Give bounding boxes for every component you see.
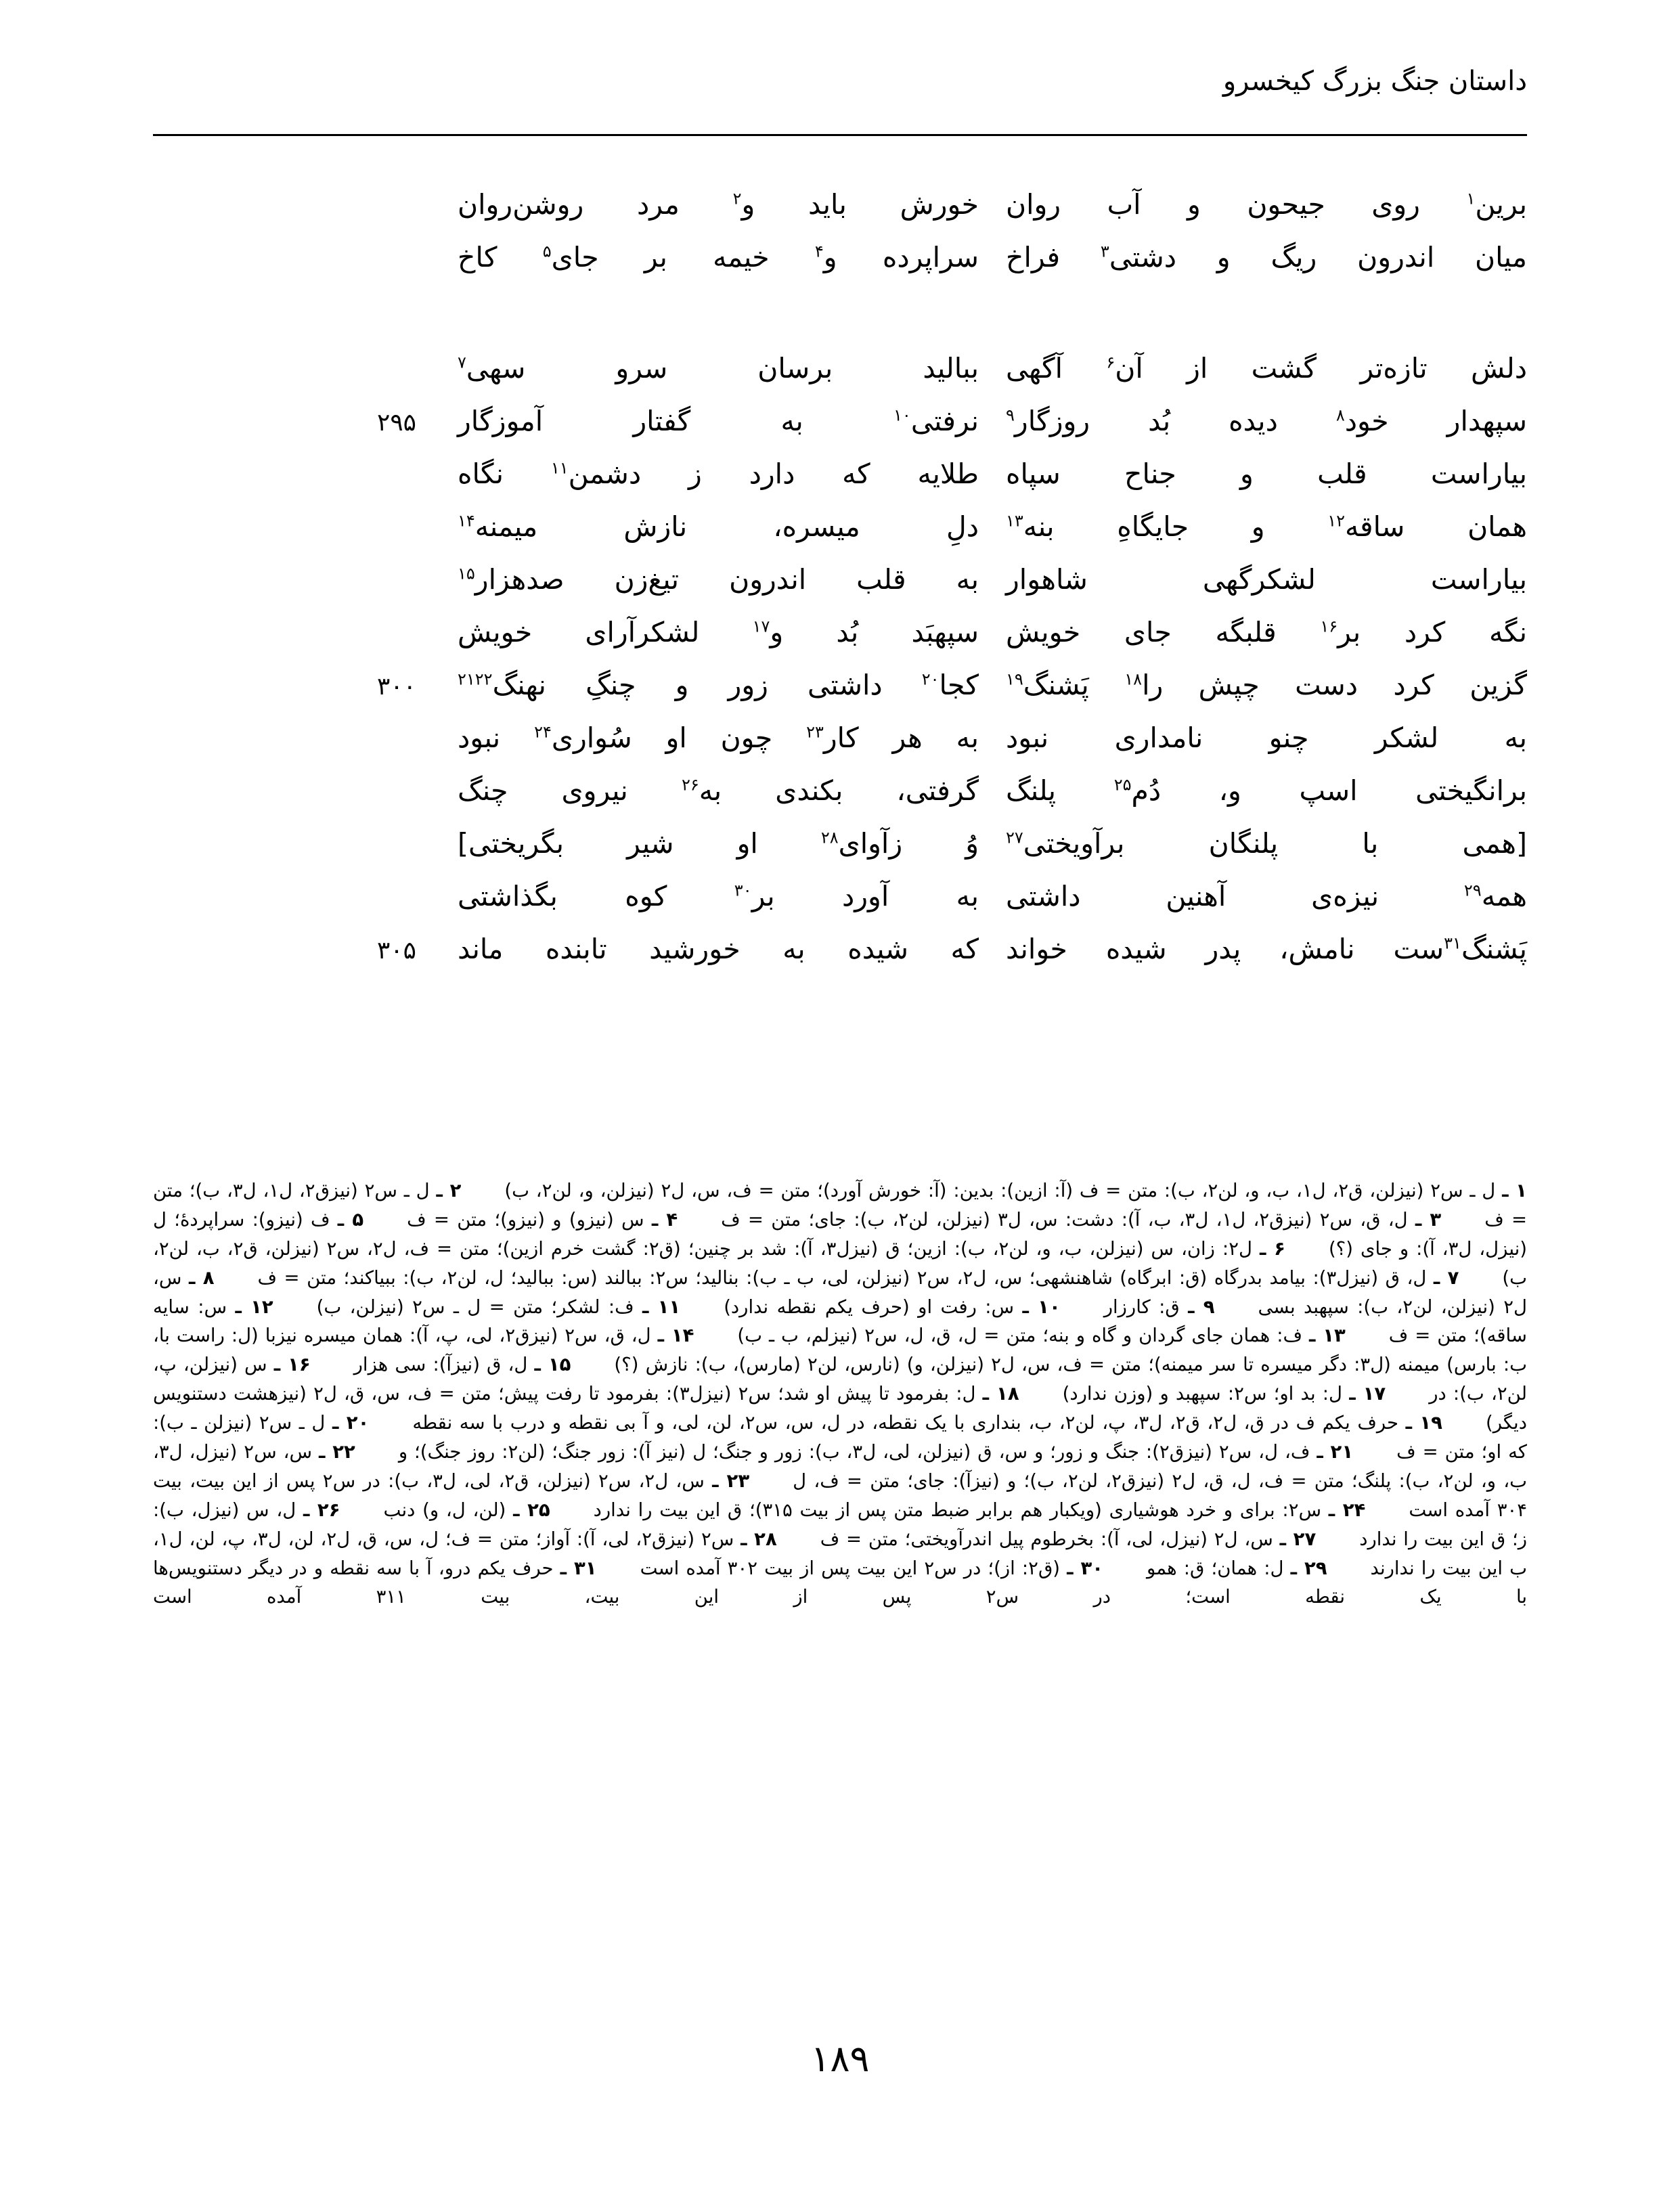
apparatus-entry-gap (1019, 1379, 1063, 1409)
hemistich-first: به لشکر چنو نامداری نبود (1006, 722, 1527, 754)
apparatus-entry-gap (571, 1350, 614, 1379)
hemistich-second: دلِ میسره، نازش میمنه$^{۱۴}$ (458, 510, 979, 543)
hemistich-first: سپهدار خود$^۸$ دیده بُد روزگار$^۹$ (1006, 405, 1527, 437)
apparatus-entry: ۲۵ ـ (لن، ل، و) دنب (383, 1499, 550, 1521)
hemistich-second: که شیده به خورشید تابنده ماند (458, 933, 979, 965)
apparatus-entry: ۱۷ ـ ل: بد او؛ س۲: سپهبد و (وزن ندارد) (1062, 1383, 1386, 1405)
hemistich-second: خورش باید و$^۲$ مرد روشن‌روان (458, 188, 979, 221)
hemistich-first: برین$^۱$ روی جیحون و آب روان (1006, 188, 1527, 221)
hemistich-first: بیاراست لشکرگهی شاهوار (1006, 563, 1527, 596)
apparatus-entry-gap (363, 1206, 407, 1235)
hemistich-first: بیاراست قلب و جناح سپاه (1006, 458, 1527, 490)
apparatus-entry-gap (461, 1176, 504, 1206)
apparatus-entry-gap (777, 1525, 820, 1554)
hemistich-first: دلش تازه‌تر گشت از آن$^۶$ آگهی (1006, 352, 1528, 384)
hemistich-first: گزین کرد دست چپش را$^{۱۸}$ پَشنگ$^{۱۹}$ (1006, 669, 1528, 701)
verse-number (356, 479, 437, 483)
apparatus-entry-gap (1442, 1409, 1486, 1438)
apparatus-entry-gap (749, 1467, 793, 1496)
verse-number: ۳۰۵ (376, 937, 416, 965)
apparatus-entry: ۳۰ ـ (ق۲: از)؛ در س۲ این بیت پس از بیت ۳۰۲ آمده است (640, 1557, 1104, 1579)
apparatus-entry: ۱۵ ـ ل، ق (نیزآ): سی هزار (353, 1354, 571, 1376)
verse-couplet (153, 240, 1527, 292)
apparatus-entry: ۱۹ ـ حرف یکم ف در ق، ل۲، ق۲، ل۳، پ، لن۲، ب، بنداری با یک نقطه، در ل، س، س۲، لن، لی، و آ بی نقطه و درب با سه نقطه (412, 1412, 1442, 1434)
apparatus-entry-gap (273, 1293, 317, 1322)
verse-couplet (153, 931, 1527, 984)
hemistich-second: به هر کار$^{۲۳}$ چون او سُواری$^{۲۴}$ نبود (458, 722, 979, 754)
verse-section (153, 187, 1527, 984)
apparatus-entry-gap (597, 1554, 640, 1583)
apparatus-entry-gap (1327, 1554, 1371, 1583)
page-header (153, 65, 1527, 122)
verse-number: ۳۰۰ (376, 673, 416, 701)
hemistich-first: پَشنگ$^{۳۱}$ست نامش، پدر شیده خواند (1006, 933, 1527, 965)
verse-number (356, 638, 437, 642)
apparatus-entry: ۱۲ ـ س: سایه ساقه)؛ متن = ف (153, 1296, 1527, 1347)
apparatus-entry-gap (1316, 1525, 1359, 1554)
apparatus-entry-gap (1386, 1379, 1429, 1409)
apparatus-entry-gap (311, 1350, 354, 1379)
hemistich-second: به آورد بر$^{۳۰}$ کوه بگذاشتی (458, 880, 979, 912)
verse-number (356, 532, 437, 536)
apparatus-entry: ۲۰ ـ ل ـ س۲ (نیزلن ـ ب): که او؛ متن = ف (153, 1412, 1527, 1463)
apparatus-entry-gap (369, 1409, 412, 1438)
apparatus-entry-gap (1061, 1293, 1104, 1322)
hemistich-second: ببالید برسان سرو سهی$^۷$ (458, 352, 979, 384)
hemistich-first: همه$^{۲۹}$ نیزه‌ی آهنین داشتی (1006, 880, 1527, 912)
apparatus-entry: ۸ ـ س، ل۲ (نیزلن، لن۲، ب): سپهبد بسی (153, 1266, 1527, 1318)
apparatus-entry-gap (1346, 1321, 1389, 1350)
verse-couplet (153, 187, 1527, 240)
verse-number (356, 374, 437, 378)
hemistich-first: همان ساقه$^{۱۲}$ و جایگاهِ بنه$^{۱۳}$ (1006, 510, 1527, 543)
apparatus-entry: ۱۰ ـ س: رفت او (حرف یکم نقطه ندارد) (724, 1296, 1061, 1318)
apparatus-entry: ۱۴ ـ ل، ق، س۲ (نیزق۲، لی، پ، آ): همان میسره نیزبا (ل: راست با، ب: بارس) میمنه (ل۳: دگر میسره تا سر میمنه)؛ متن = ف، س، ل۲ (نیزلن، و) (نارس، لن۲ (مارس)، ب): نازش (؟) (153, 1325, 1527, 1376)
apparatus-entry: ۲۳ ـ س، ل۲، س۲ (نیزلن، ق۲، لی، ل۳، ب): در س۲ پس از این بیت، بیت ۳۰۴ آمده است (153, 1469, 1528, 1521)
hemistich-first: برانگیختی اسپ و، دُم$^{۲۵}$ پلنگ (1006, 774, 1528, 807)
verse-number (356, 263, 437, 267)
verse-couplet (153, 826, 1527, 879)
verse-number (356, 210, 437, 214)
running-head-title: داستان جنگ بزرگ کیخسرو (1222, 66, 1527, 97)
verse-couplet (153, 720, 1527, 773)
verse-couplet (153, 667, 1527, 720)
hemistich-second: وُ زآوای$^{۲۸}$ او شیر بگریختی] (458, 827, 979, 860)
apparatus-entry: ۱۸ ـ ل: بفرمود تا پیش او شد؛ س۲ (نیزل۳): بفرمود تا رفت پیش؛ متن = ف، س، ق، ل۲ (نیزهشت دستنویس دیگر) (153, 1383, 1527, 1434)
hemistich-first: میان اندرون ریگ و دشتی$^۳$ فراخ (1006, 241, 1527, 273)
apparatus-entry: ۲۱ ـ ف، ل، س۲ (نیزق۲): جنگ و زور؛ و س، ق (نیزلن، لی، ل۳، ب): زور و جنگ؛ ل (نیز آ): زور جنگ؛ (لن۲: روز جنگ)؛ و (398, 1441, 1354, 1463)
header-divider-rule (153, 134, 1527, 136)
apparatus-entry-gap (694, 1321, 737, 1350)
apparatus-criticus (153, 1176, 1527, 1612)
hemistich-first: نگه کرد بر$^{۱۶}$ قلبگه جای خویش (1006, 616, 1527, 648)
hemistich-second: سراپرده و$^۴$ خیمه بر جای$^۵$ کاخ (458, 241, 979, 273)
hemistich-second: سپهبَد بُد و$^{۱۷}$ لشکرآرای خویش (458, 616, 979, 648)
apparatus-entry: ۲۸ ـ س۲ (نیزق۲، لی، آ): آواز؛ متن = ف؛ ل، س، ق، ل۲، لن، ل۳، پ، لن، ل۱، ب این بیت را ندارند (153, 1528, 1528, 1579)
verse-couplet (153, 456, 1527, 509)
verse-couplet (153, 562, 1527, 615)
hemistich-second: طلایه که دارد ز دشمن$^{۱۱}$ نگاه (458, 458, 979, 490)
apparatus-entry-gap (680, 1293, 724, 1322)
verse-couplet (153, 879, 1527, 931)
apparatus-entry: ۶ ـ ل۲: زان، س (نیزلن، ب، و، لن۲، ب): ازین؛ ق (نیزل۳، آ): شد بر چنین؛ (ق۲: گشت خرم ازین)؛ متن = ف، ل۲، س۲ (نیزلن، ق۲، ب، لن۲، ب) (153, 1237, 1527, 1289)
apparatus-entry-gap (1459, 1264, 1502, 1293)
verse-number (356, 585, 437, 589)
verse-couplet (153, 615, 1527, 667)
apparatus-entry: ۱۳ ـ ف: همان جای گردان و گاه و بنه؛ متن = ل، ق، ل، س۲ (نیزلم، ب ـ ب) (737, 1325, 1346, 1347)
apparatus-entry-gap (1103, 1554, 1147, 1583)
apparatus-entry-gap (215, 1264, 258, 1293)
apparatus-entry: ۲۴ ـ س۲: برای و خرد هوشیاری (ویکبار هم برابر ضبط متن پس از بیت ۳۱۵)؛ ق این بیت را ندارد (593, 1499, 1366, 1521)
verse-couplet (153, 773, 1527, 826)
apparatus-entry: ۷ ـ ل، ق (نیزل۳): بیامد بدرگاه (ق: ابرگاه) شاهنشهی؛ س، ل۲، س۲ (نیزلن، لی، ب ـ ب): بنالید؛ س۲: ببالند (س: ببالید؛ ل، لن۲، ب): ببیاکند؛ متن = ف (257, 1266, 1459, 1289)
hemistich-second: کجا$^{۲۰}$ داشتی زور و چنگِ نهنگ$^{۲۱۲۲}$ (458, 669, 979, 701)
hemistich-first: [همی با پلنگان برآویختی$^{۲۷}$ (1006, 827, 1527, 860)
apparatus-entry: ۳۱ ـ حرف یکم درو، آ با سه نقطه و در دیگر دستنویس‌ها با یک نقطه است؛ در س۲ پس از این بیت، بیت ۳۱۱ آمده است (153, 1557, 1527, 1608)
apparatus-entry: ۹ ـ ق: کارزار (1103, 1296, 1215, 1318)
verse-couplet (153, 509, 1527, 562)
verse-number: ۲۹۵ (376, 409, 416, 437)
verse-number (356, 743, 437, 747)
apparatus-entry: ۱۱ ـ ف: لشکر؛ متن = ل ـ س۲ (نیزلن، ب) (316, 1296, 681, 1318)
apparatus-entry-gap (550, 1496, 594, 1525)
apparatus-entry: ۲۹ ـ ل: همان؛ ق: همو (1147, 1557, 1327, 1579)
apparatus-entry: ۲۶ ـ ل، س (نیزل، ب): ز؛ ق این بیت را ندارد (153, 1499, 1527, 1550)
verse-couplet (153, 403, 1527, 456)
hemistich-second: نرفتی$^{۱۰}$ به گفتار آموزگار (458, 405, 979, 437)
apparatus-entry: ۲۷ ـ س، ل۲ (نیزل، لی، آ): بخرطوم پیل اندرآویختی؛ متن = ف (820, 1528, 1317, 1550)
verse-number (356, 849, 437, 853)
apparatus-entry-gap (340, 1496, 384, 1525)
apparatus-entry-gap (355, 1438, 399, 1467)
apparatus-entry-gap (1441, 1206, 1484, 1235)
verse-number (356, 796, 437, 800)
apparatus-entry: ۲ ـ ل ـ س۲ (نیزق۲، ل۱، ل۳، ب)؛ متن = ف (153, 1180, 1528, 1231)
apparatus-entry: ۴ ـ س (نیزو) و (نیزو)؛ متن = ف (407, 1208, 678, 1231)
apparatus-entry-gap (678, 1206, 721, 1235)
apparatus-entry-gap (1215, 1293, 1258, 1322)
apparatus-entry: ۱۶ ـ س (نیزلن، پ، لن۲، ب): در (153, 1354, 1527, 1405)
verse-couplet (153, 351, 1527, 403)
hemistich-second: گرفتی، بکندی به$^{۲۶}$ نیروی چنگ (458, 774, 979, 807)
verse-number (356, 902, 437, 906)
apparatus-entry: ۵ ـ ف (نیزو): سراپردهٔ؛ ل (نیزل، ل۳، آ): و جای (؟) (153, 1208, 1528, 1260)
folio-number: ۱۸۹ (810, 2037, 870, 2080)
apparatus-entry-gap (1285, 1235, 1329, 1264)
apparatus-entry: ۳ ـ ل، ق، س۲ (نیزق۲، ل۱، ل۳، ب، آ): دشت: س، ل۳ (نیزلن، لن۲، ب): جای؛ متن = ف (721, 1208, 1442, 1231)
hemistich-second: به قلب اندرون تیغ‌زن صدهزار$^{۱۵}$ (458, 563, 979, 596)
apparatus-entry: ۱ ـ ل ـ س۲ (نیزلن، ق۲، ل۱، ب، و، لن۲، ب): متن = ف (آ: ازین): بدین: (آ: خورش آورد)؛ متن = ف، س، ل۲ (نیزلن، و، لن۲، ب) (504, 1180, 1527, 1201)
apparatus-entry: ۲۲ ـ س، س۲ (نیزل، ل۳، ب، و، لن۲، ب): پلنگ؛ متن = ف، ل، ق، ل۲ (نیزق۲، لن۲، ب)؛ و (نیزآ): جای؛ متن = ف، ل (153, 1441, 1527, 1492)
apparatus-entry-gap (1365, 1496, 1409, 1525)
apparatus-entry-gap (1353, 1438, 1396, 1467)
